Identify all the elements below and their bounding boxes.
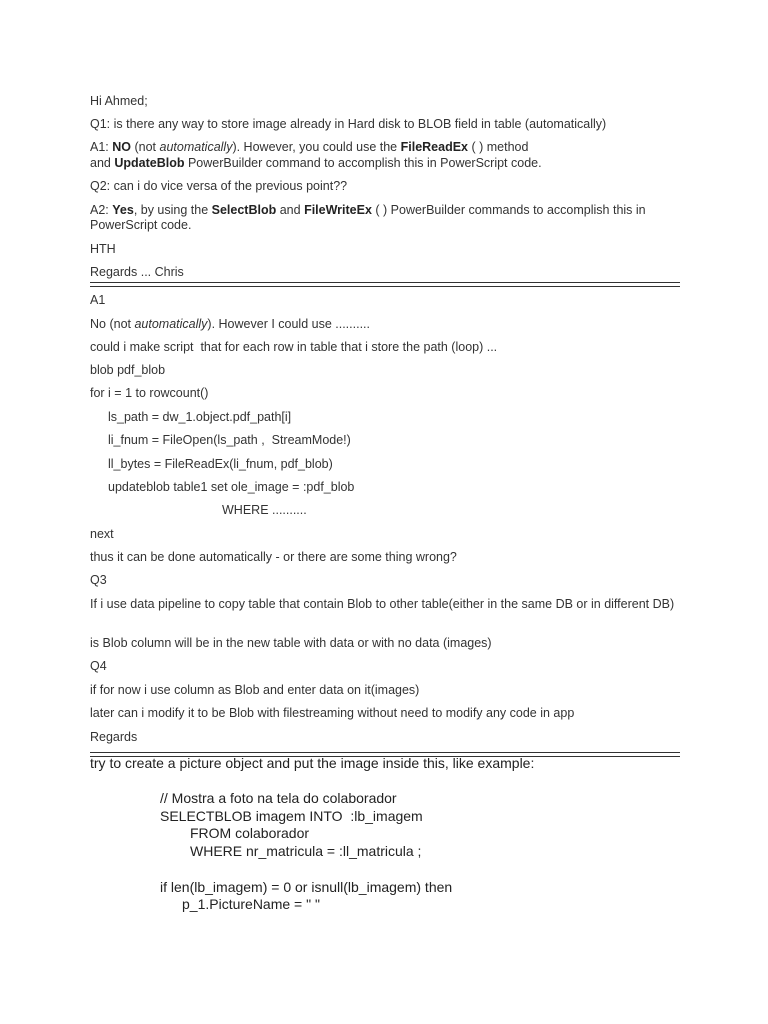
italic-part: automatically	[134, 317, 208, 331]
code-line: blob pdf_blob	[90, 363, 166, 377]
code-line: for i = 1 to rowcount()	[90, 386, 209, 400]
signature: Regards ... Chris	[90, 265, 184, 279]
text-part: No (not	[90, 317, 135, 331]
function-name: FileWriteEx	[304, 203, 372, 217]
signature: Regards	[90, 730, 138, 744]
q3-label: Q3	[90, 573, 107, 587]
code-line: li_fnum = FileOpen(ls_path , StreamMode!)	[108, 433, 351, 447]
code-line: p_1.PictureName = " "	[182, 896, 320, 912]
answer-emphasis: NO	[112, 140, 131, 154]
no-line	[90, 317, 370, 332]
code-line: ll_bytes = FileReadEx(li_fnum, pdf_blob)	[108, 457, 333, 471]
question-1: Q1: is there any way to store image already in Hard disk to BLOB field in table (automatically)	[90, 117, 607, 131]
function-name: FileReadEx	[400, 140, 468, 154]
answer-text: and	[90, 156, 115, 170]
answer-text: , by using the	[133, 203, 212, 217]
answer-prefix: A2:	[90, 203, 113, 217]
answer-emphasis: Yes	[112, 203, 134, 217]
function-name: SelectBlob	[211, 203, 277, 217]
question-text: If i use data pipeline to copy table that contain Blob to other table(either in the same DB or in different DB)	[90, 597, 675, 611]
code-line: if len(lb_imagem) = 0 or isnull(lb_imagem) then	[160, 879, 453, 895]
greeting: Hi Ahmed;	[90, 94, 148, 108]
code-line: SELECTBLOB imagem INTO :lb_imagem	[160, 808, 423, 824]
code-line: // Mostra a foto na tela do colaborador	[160, 790, 397, 806]
code-line: FROM colaborador	[190, 825, 310, 841]
function-name: UpdateBlob	[114, 156, 185, 170]
question-text: could i make script that for each row in table that i store the path (loop) ...	[90, 340, 498, 354]
answer-2	[90, 203, 682, 233]
text-part: ). However I could use ..........	[207, 317, 370, 331]
code-line: updateblob table1 set ole_image = :pdf_blob	[108, 480, 355, 494]
answer-text: and	[276, 203, 305, 217]
a1-label: A1	[90, 293, 106, 307]
question-text: thus it can be done automatically - or there are some thing wrong?	[90, 550, 457, 564]
divider	[90, 282, 680, 287]
answer-italic: automatically	[159, 140, 233, 154]
answer-text: ( ) PowerBuilder commands to accomplish this in PowerScript code.	[90, 203, 646, 232]
answer-1-line-1	[90, 140, 528, 155]
answer-1-line-2	[90, 156, 542, 171]
code-line: WHERE nr_matricula = :ll_matricula ;	[190, 843, 422, 859]
code-line: WHERE ..........	[222, 503, 307, 517]
intro-text: try to create a picture object and put the image inside this, like example:	[90, 755, 535, 771]
question-text: is Blob column will be in the new table with data or with no data (images)	[90, 636, 492, 650]
code-line: ls_path = dw_1.object.pdf_path[i]	[108, 410, 292, 424]
code-line: next	[90, 527, 114, 541]
q4-label: Q4	[90, 659, 107, 673]
question-text: later can i modify it to be Blob with filestreaming without need to modify any code in app	[90, 706, 575, 720]
answer-text: PowerBuilder command to accomplish this in PowerScript code.	[184, 156, 542, 170]
question-2: Q2: can i do vice versa of the previous point??	[90, 179, 348, 193]
question-text: if for now i use column as Blob and enter data on it(images)	[90, 683, 420, 697]
answer-text: ( ) method	[468, 140, 529, 154]
answer-text: (not	[131, 140, 160, 154]
hth-text: HTH	[90, 242, 116, 256]
answer-prefix: A1:	[90, 140, 113, 154]
answer-text: ). However, you could use the	[232, 140, 401, 154]
